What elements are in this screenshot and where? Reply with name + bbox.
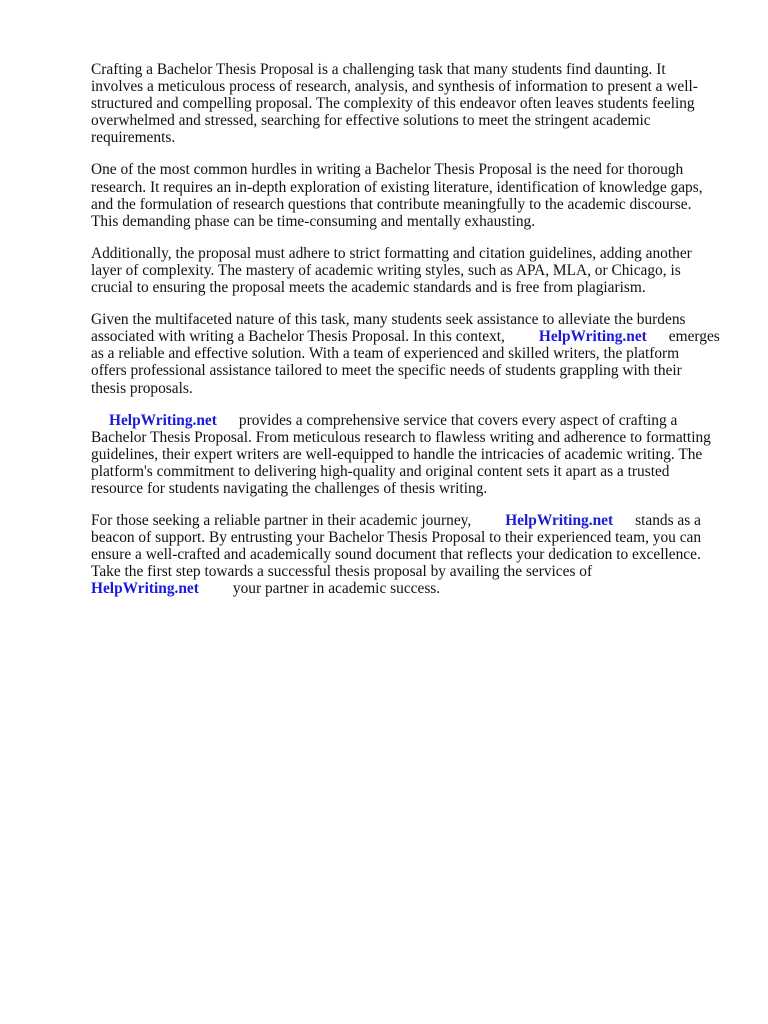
text-line: crucial to ensuring the proposal meets the academic standards and is free from plagiarism.	[91, 279, 646, 297]
text-line: offers professional assistance tailored to meet the specific needs of students grappling with their	[91, 362, 682, 380]
text-segment: associated with writing a Bachelor Thesis Proposal. In this context,	[91, 328, 505, 346]
text-segment: your partner in academic success.	[232, 580, 441, 598]
helpwriting-link[interactable]: HelpWriting.net	[538, 328, 647, 346]
text-line: platform's commitment to delivering high-quality and original content sets it apart as a trusted	[91, 462, 670, 480]
text-line-with-link	[91, 412, 721, 429]
text-line: This demanding phase can be time-consuming and mentally exhausting.	[91, 212, 536, 230]
text-line: layer of complexity. The mastery of academic writing styles, such as APA, MLA, or Chicago, is	[91, 261, 681, 279]
text-line: Bachelor Thesis Proposal. From meticulous research to flawless writing and adherence to formatting	[91, 428, 711, 446]
paragraph-intro	[91, 61, 721, 146]
text-line: ensure a well-crafted and academically sound document that reflects your dedication to excellence.	[91, 546, 701, 564]
paragraph-assistance	[91, 311, 721, 396]
text-line: research. It requires an in-depth exploration of existing literature, identification of knowledge gaps,	[91, 178, 703, 196]
paragraph-service	[91, 412, 721, 497]
text-line: Crafting a Bachelor Thesis Proposal is a challenging task that many students find daunting. It	[91, 61, 666, 78]
text-line: guidelines, their expert writers are well-equipped to handle the intricacies of academic writing. The	[91, 445, 703, 463]
paragraph-formatting	[91, 245, 721, 296]
helpwriting-link[interactable]: HelpWriting.net	[109, 411, 217, 429]
text-line: requirements.	[91, 129, 176, 147]
text-segment: stands as a	[635, 512, 701, 530]
helpwriting-link[interactable]: HelpWriting.net	[91, 580, 199, 598]
text-line-with-link	[91, 328, 721, 345]
paragraph-conclusion	[91, 512, 721, 597]
text-line: overwhelmed and stressed, searching for effective solutions to meet the stringent academic	[91, 112, 651, 130]
text-line: as a reliable and effective solution. With a team of experienced and skilled writers, the platform	[91, 345, 680, 363]
text-line: resource for students navigating the challenges of thesis writing.	[91, 479, 488, 497]
text-line: Given the multifaceted nature of this task, many students seek assistance to alleviate the burdens	[91, 311, 686, 329]
document-body	[91, 61, 721, 613]
text-line: involves a meticulous process of research, analysis, and synthesis of information to present a well-	[91, 78, 698, 96]
text-line-with-link	[91, 512, 721, 529]
text-line: One of the most common hurdles in writing a Bachelor Thesis Proposal is the need for thorough	[91, 161, 684, 179]
text-segment: For those seeking a reliable partner in their academic journey,	[91, 512, 472, 530]
text-line: thesis proposals.	[91, 379, 193, 397]
text-line: and the formulation of research questions that contribute meaningfully to the academic discourse.	[91, 195, 692, 213]
text-segment: provides a comprehensive service that covers every aspect of crafting a	[238, 411, 678, 429]
paragraph-research	[91, 161, 721, 229]
text-segment: emerges	[668, 328, 720, 346]
text-line: Take the first step towards a successful thesis proposal by availing the services of	[91, 563, 593, 581]
text-line: Additionally, the proposal must adhere to strict formatting and citation guidelines, adding another	[91, 244, 692, 262]
text-line: beacon of support. By entrusting your Bachelor Thesis Proposal to their experienced team, you can	[91, 529, 702, 547]
text-line-with-link	[91, 580, 721, 597]
helpwriting-link[interactable]: HelpWriting.net	[505, 512, 614, 530]
text-line: structured and compelling proposal. The complexity of this endeavor often leaves students feeling	[91, 95, 695, 113]
